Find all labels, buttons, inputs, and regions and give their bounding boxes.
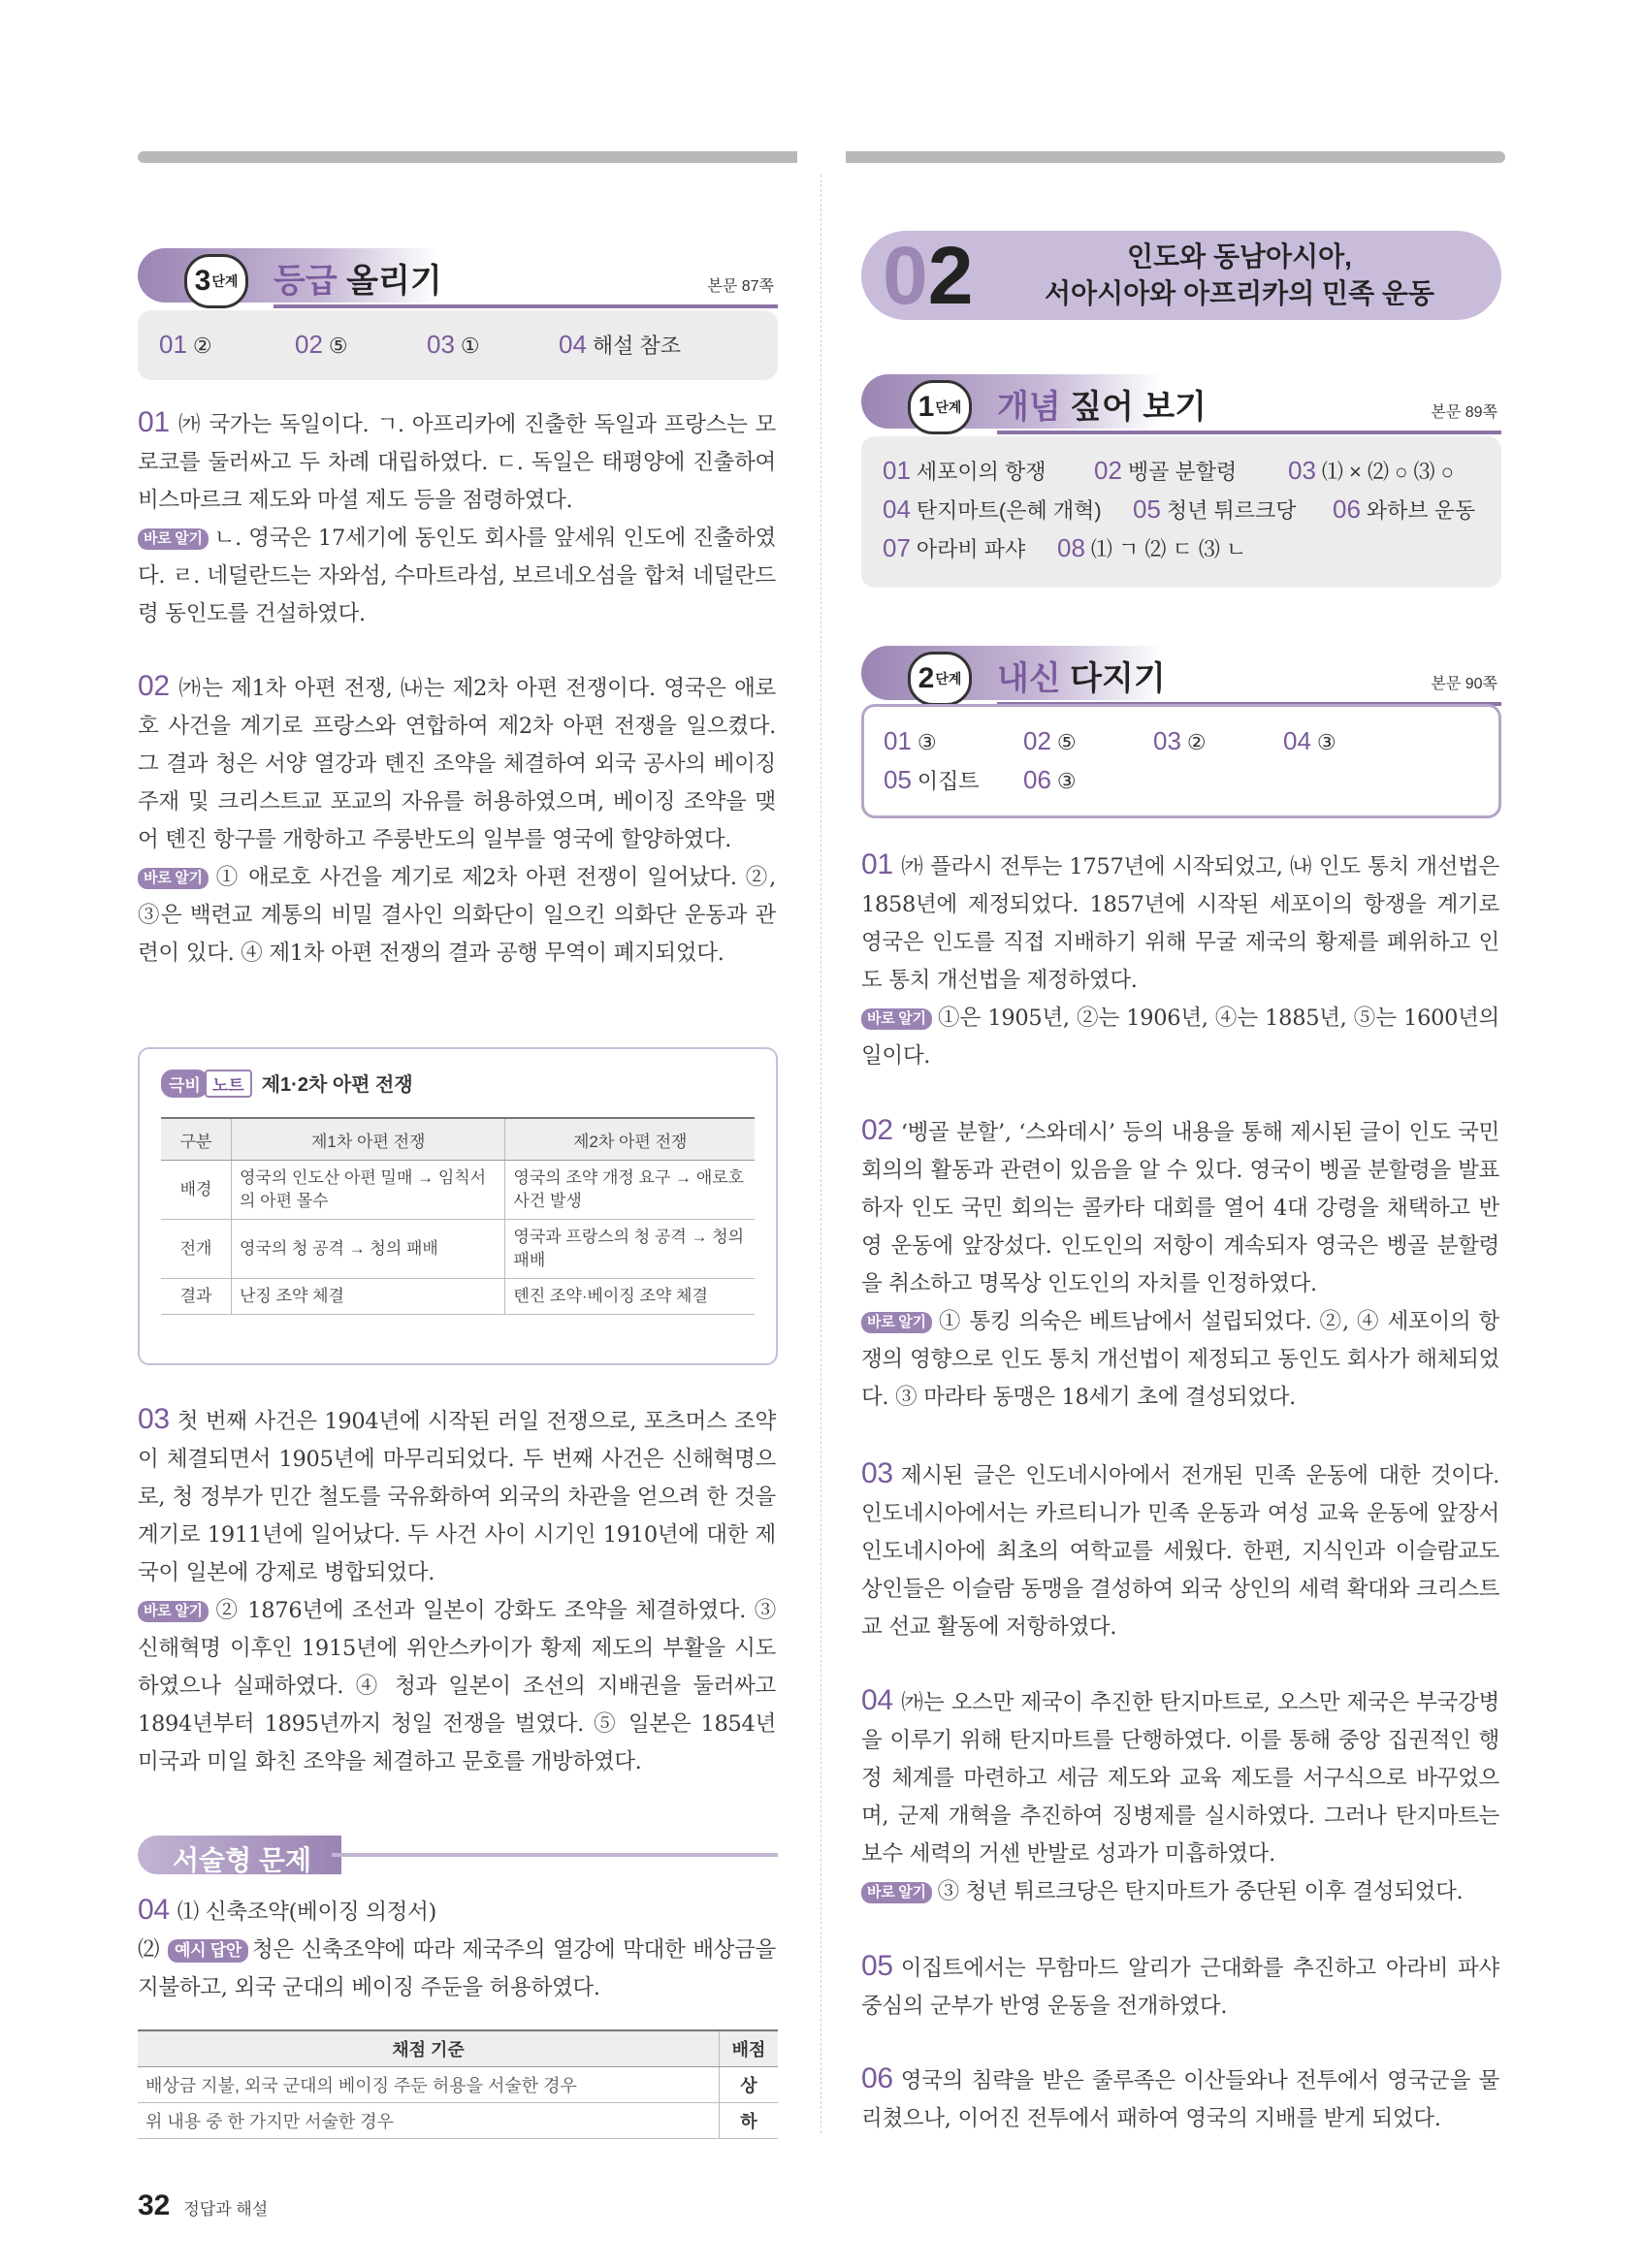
table-row	[138, 2103, 778, 2139]
essay-rule	[332, 1853, 778, 1857]
answer-key-box	[861, 436, 1501, 588]
correction-badge: 바로 알기	[138, 868, 209, 889]
correction-badge: 바로 알기	[861, 1008, 932, 1030]
explanation-03: 03 첫 번째 사건은 1904년에 시작된 러일 전쟁으로, 포츠머스 조약이 체결되면서 1905년에 마무리되었다. 두 번째 사건은 신해혁명으로, 청 정부가 민간 철도를 국유화하여 외국의 차관을 얻으려 한 것을 계기로 1911년에 일어났다. 두 사건 사이 시기인 1910년에 대한 제국이 일본에 강제로 병합되었다. 바로 알기 ② 1876년에 조선과 일본이 강화도 조약을 체결하였다. ③ 신해혁명 이후인 1915년에 위안스카이가 황제 제도의 부활을 시도하였으나 실패하였다. ④ 청과 일본이 조선의 지배권을 둘러싸고 1894년부터 1895년까지 청일 전쟁을 벌였다. ⑤ 일본은 1854년 미국과 미일 화친 조약을 체결하고 문호를 개방하였다.	[138, 1403, 776, 1774]
table-row	[161, 1220, 755, 1279]
answer-item: 03 ⑴ × ⑵ ○ ⑶ ○	[1288, 456, 1454, 485]
explanation-r06: 06 영국의 침략을 받은 줄루족은 이산들와나 전투에서 영국군을 물리쳤으나, 이어진 전투에서 패하여 영국의 지배를 받게 되었다.	[861, 2062, 1499, 2131]
example-answer-badge: 예시 답안	[168, 1939, 248, 1963]
table-header: 제2차 아편 전쟁	[505, 1118, 755, 1161]
opium-war-table	[161, 1117, 755, 1315]
answer-item: 04 해설 참조	[559, 330, 682, 359]
stage-number-badge: 1 단계	[908, 380, 972, 434]
answer-item: 02 ⑤	[295, 330, 348, 359]
table-header: 구분	[161, 1118, 232, 1161]
correction-badge: 바로 알기	[861, 1312, 932, 1333]
note-title: 제1·2차 아편 전쟁	[261, 1074, 413, 1096]
stage-number-badge: 2 단계	[908, 652, 972, 706]
table-cell: 결과	[161, 1279, 232, 1315]
explanation-01: 01 ㈎ 국가는 독일이다. ㄱ. 아프리카에 진출한 독일과 프랑스는 모로코를 둘러싸고 두 차례 대립하였다. ㄷ. 독일은 태평양에 진출하여 비스마르크 제도와 마셜 제도 등을 점령하였다. 바로 알기 ㄴ. 영국은 17세기에 동인도 회사를 앞세워 인도에 진출하였다. ㄹ. 네덜란드는 자와섬, 수마트라섬, 보르네오섬을 합쳐 네덜란드령 동인도를 건설하였다.	[138, 406, 776, 626]
table-cell: 영국과 프랑스의 청 공격 → 청의 패배	[505, 1220, 755, 1279]
stage-underline	[997, 431, 1501, 434]
answer-item: 01 ②	[159, 330, 212, 359]
essay-title: 서술형 문제	[173, 1845, 312, 1875]
stage-title: 개념 짚어 보기	[997, 389, 1207, 426]
answer-item: 07 아라비 파샤	[883, 533, 1026, 562]
explanation-04: 04 ⑴ 신축조약(베이징 의정서) ⑵ 예시 답안 청은 신축조약에 따라 제국주의 열강에 막대한 배상금을 지불하고, 외국 군대의 베이징 주둔을 허용하였다.	[138, 1894, 776, 2000]
correction-badge: 바로 알기	[138, 528, 209, 550]
explanation-r03: 03 제시된 글은 인도네시아에서 전개된 민족 운동에 대한 것이다. 인도네시아에서는 카르티니가 민족 운동과 여성 교육 운동에 앞장서 인도네시아에 최초의 여학교를 세웠다. 한편, 지식인과 이슬람교도 상인들은 이슬람 동맹을 결성하여 외국 상인의 세력 확대와 크리스트교 선교 활동에 저항하였다.	[861, 1457, 1499, 1640]
page-reference: 본문 89쪽	[1431, 404, 1497, 421]
answer-item: 03 ②	[1153, 726, 1207, 755]
explanation-r05: 05 이집트에서는 무함마드 알리가 근대화를 추진하고 아라비 파샤 중심의 군부가 반영 운동을 전개하였다.	[861, 1950, 1499, 2019]
table-header: 제1차 아편 전쟁	[232, 1118, 505, 1161]
stage-underline	[274, 304, 778, 308]
scoring-table	[138, 2029, 778, 2139]
stage-title: 등급 올리기	[274, 263, 442, 300]
page-reference: 본문 90쪽	[1431, 676, 1497, 692]
stage1-header	[861, 374, 1501, 444]
answer-item: 01 세포이의 항쟁	[883, 456, 1046, 485]
page-reference: 본문 87쪽	[707, 278, 774, 295]
answer-key-box	[861, 704, 1501, 818]
answer-item: 05 청년 튀르크당	[1133, 495, 1297, 524]
table-cell: 배상금 지불, 외국 군대의 베이징 주둔 허용을 서술한 경우	[138, 2067, 720, 2103]
correction-badge: 바로 알기	[138, 1601, 209, 1622]
answer-key-box	[138, 310, 778, 380]
note-badge-2: 노트	[205, 1070, 252, 1098]
answer-item: 01 ③	[884, 726, 937, 755]
page-number: 32	[138, 2189, 171, 2221]
answer-item: 05 이집트	[884, 765, 980, 794]
table-cell: 위 내용 중 한 가지만 서술한 경우	[138, 2103, 720, 2139]
explanation-02: 02 ㈎는 제1차 아편 전쟁, ㈏는 제2차 아편 전쟁이다. 영국은 애로호 사건을 계기로 프랑스와 연합하여 제2차 아편 전쟁을 일으켰다. 그 결과 청은 서양 열강과 톈진 조약을 체결하여 외국 공사의 베이징 주재 및 크리스트교 포교의 자유를 허용하였으며, 베이징 조약을 맺어 톈진 항구를 개항하고 주룽반도의 일부를 영국에 할양하였다. 바로 알기 ① 애로호 사건을 계기로 제2차 아편 전쟁이 일어났다. ②, ③은 백련교 계통의 비밀 결사인 의화단이 일으킨 의화단 운동과 관련이 있다. ④ 제1차 아편 전쟁의 결과 공행 무역이 폐지되었다.	[138, 670, 776, 966]
table-row	[161, 1161, 755, 1220]
correction-badge: 바로 알기	[861, 1882, 932, 1903]
table-cell: 톈진 조약·베이징 조약 체결	[505, 1279, 755, 1315]
table-cell: 전개	[161, 1220, 232, 1279]
table-row	[138, 2067, 778, 2103]
answer-item: 04 ③	[1283, 726, 1336, 755]
answer-item: 04 탄지마트(은혜 개혁)	[883, 495, 1102, 524]
table-cell: 영국의 청 공격 → 청의 패배	[232, 1220, 505, 1279]
secret-note-box	[138, 1047, 778, 1365]
essay-section-header	[138, 1836, 778, 1874]
note-header	[161, 1069, 413, 1098]
table-cell: 영국의 인도산 아편 밀매 → 임칙서의 아편 몰수	[232, 1161, 505, 1220]
stage-title: 내신 다지기	[997, 660, 1166, 697]
table-cell: 영국의 조약 개정 요구 → 애로호 사건 발생	[505, 1161, 755, 1220]
stage-number-badge: 3 단계	[184, 254, 248, 308]
table-cell: 하	[720, 2103, 779, 2139]
answer-item: 02 벵골 분할령	[1094, 456, 1238, 485]
top-rule-notch	[797, 145, 846, 171]
table-header: 배점	[720, 2030, 779, 2067]
table-cell: 배경	[161, 1161, 232, 1220]
note-badge: 극비	[161, 1070, 209, 1098]
unit-number: 02	[883, 230, 974, 321]
stage3-header	[138, 248, 778, 318]
table-row	[161, 1279, 755, 1315]
unit-title: 인도와 동남아시아, 서아시아와 아프리카의 민족 운동	[1044, 241, 1434, 308]
answer-item: 06 ③	[1023, 765, 1077, 794]
footer-label: 정답과 해설	[183, 2200, 269, 2219]
explanation-r02: 02 ‘벵골 분할’, ‘스와데시’ 등의 내용을 통해 제시된 글이 인도 국민 회의의 활동과 관련이 있음을 알 수 있다. 영국이 벵골 분할령을 발표하자 인도 국민 회의는 콜카타 대회를 열어 4대 강령을 채택하고 반영 운동에 앞장섰다. 인도인의 저항이 계속되자 영국은 벵골 분할령을 취소하고 명목상 인도인의 자치를 인정하였다. 바로 알기 ① 통킹 의숙은 베트남에서 설립되었다. ②, ④ 세포이의 항쟁의 영향으로 인도 통치 개선법이 제정되고 동인도 회사가 해체되었다. ③ 마라타 동맹은 18세기 초에 결성되었다.	[861, 1114, 1499, 1410]
table-cell: 난징 조약 체결	[232, 1279, 505, 1315]
page-footer	[138, 2189, 268, 2222]
answer-item: 06 와하브 운동	[1333, 495, 1476, 524]
answer-item: 02 ⑤	[1023, 726, 1077, 755]
unit-banner	[861, 231, 1501, 320]
explanation-r04: 04 ㈎는 오스만 제국이 추진한 탄지마트로, 오스만 제국은 부국강병을 이루기 위해 탄지마트를 단행하였다. 이를 통해 중앙 집권적인 행정 체계를 마련하고 세금 제도와 교육 제도를 서구식으로 바꾸었으며, 군제 개혁을 추진하여 징병제를 실시하였다. 그러나 탄지마트는 보수 세력의 거센 반발로 성과가 미흡하였다. 바로 알기 ③ 청년 튀르크당은 탄지마트가 중단된 이후 결성되었다.	[861, 1684, 1499, 1904]
table-cell: 상	[720, 2067, 779, 2103]
answer-item: 08 ⑴ ㄱ ⑵ ㄷ ⑶ ㄴ	[1057, 533, 1247, 562]
explanation-r01: 01 ㈎ 플라시 전투는 1757년에 시작되었고, ㈏ 인도 통치 개선법은 1858년에 제정되었다. 1857년에 시작된 세포이의 항쟁을 계기로 영국은 인도를 직접 지배하기 위해 무굴 제국의 황제를 폐위하고 인도 통치 개선법을 제정하였다. 바로 알기 ①은 1905년, ②는 1906년, ④는 1885년, ⑤는 1600년의 일이다.	[861, 848, 1499, 1069]
answer-item: 03 ①	[427, 330, 480, 359]
table-header: 채점 기준	[138, 2030, 720, 2067]
